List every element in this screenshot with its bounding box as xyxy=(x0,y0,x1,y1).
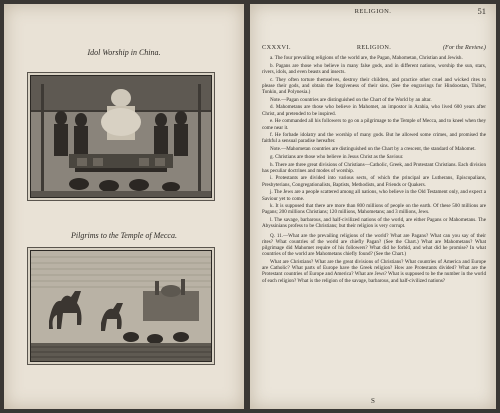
section-heading xyxy=(262,44,486,53)
review-questions: What are Christians? What are the great divisions of Christians? What countries of America and Europe are Catholic? What parts of Europe have the Greek religion? How are Protestants divided? What are the Protestant countries of Europe and America? What are Jews? What is supposed to be the number in the world of each religion? What is the religion of the savage, barbarous, and half-civilized nations? xyxy=(262,258,486,284)
paragraph: d. Mahometans are those who believe in Mahomet, an impostor in Arabia, who lived 600 years after Christ, and pretended to be inspired. xyxy=(262,104,486,117)
paragraph: l. The savage, barbarous, and half-civilized nations of the world, are either Pagans or Mahometans. The Abyssinians profess to be Christians; but their religion is very corrupt. xyxy=(262,217,486,230)
paragraph: e. He commanded all his followers to go on a pilgrimage to the Temple of Mecca, and to kneel when they come near it. xyxy=(262,118,486,131)
paragraph: h. There are three great divisions of Christians—Catholic, Greek, and Protestant Christians. Each division has peculiar doctrines and modes of worship. xyxy=(262,161,486,174)
paragraph: a. The four prevailing religions of the world are, the Pagan, Mahometan, Christian and Jewish. xyxy=(270,55,463,61)
section-title: RELIGION. xyxy=(356,44,392,51)
paragraph: g. Christians are those who believe in Jesus Christ as the Saviour. xyxy=(270,153,404,160)
pilgrims-illustration xyxy=(31,251,211,361)
idol-worship-illustration xyxy=(31,76,211,197)
folio-signature: S xyxy=(371,397,375,405)
running-header xyxy=(250,8,496,18)
paragraph: b. Pagans are those who believe in many false gods, and in different nations, worship the sun, stars, rivers, idols, and even beasts and insects. xyxy=(262,62,486,75)
paragraph: k. It is supposed that there are more than 800 millions of people on the earth. Of these 500 millions are Pagans; 200 millions Christians; 120 millions, Mahometans; and 3 millions, Jews. xyxy=(262,203,486,216)
section-body xyxy=(262,55,486,391)
engraving-pilgrims-mecca xyxy=(30,250,212,362)
page-number: 51 xyxy=(477,6,486,16)
paragraph: f. He forbade idolatry and the worship of many gods. But he allowed some crimes, and promised the faithful a sensual paradise hereafter. xyxy=(262,132,486,145)
paragraph: j. The Jews are a people scattered among all nations, who believe in the Old Testament only, and expect a Saviour yet to come. xyxy=(262,189,486,202)
section-number: CXXXVI. xyxy=(262,44,292,51)
review-questions: Q. 11.—What are the prevailing religions of the world? What are Pagans? What can you say of their rites? What countries of the world are chiefly Pagan? (See the Chart.) What are Mahometans? What pilgrimage did Mahomet require of his followers? What did he forbid, and what did he promise? In what countries of the world are Mahometans chiefly found? (See the Chart.) xyxy=(262,232,486,258)
engraving-idol-worship xyxy=(30,75,212,198)
caption-pilgrims-mecca: Pilgrims to the Temple of Mecca. xyxy=(71,231,177,240)
section-note: (For the Review.) xyxy=(442,44,486,51)
running-header-title: RELIGION. xyxy=(354,8,392,15)
paragraph: i. Protestants are divided into various sects, of which the principal are Lutherans, Episcopalians, Presbyterians, Congregationalists, Baptists, Methodists, and Friends or Quakers. xyxy=(262,175,486,188)
paragraph: c. They often torture themselves, destroy their children, and practice other cruel and wicked rites to please their gods, and obtain the forgiveness of their sins. (See the engravings for Hindoostan, Thibet, Tonkin, and Polynesia.) xyxy=(262,76,486,96)
paragraph: Note.—Pagan countries are distinguished on the Chart of the World by an altar. xyxy=(270,96,432,103)
right-page xyxy=(250,4,496,409)
caption-idol-worship: Idol Worship in China. xyxy=(87,48,161,57)
left-page xyxy=(4,4,244,409)
paragraph: Note.—Mahometan countries are distinguished on the Chart by a crescent, the standard of Mahomet. xyxy=(270,146,476,153)
